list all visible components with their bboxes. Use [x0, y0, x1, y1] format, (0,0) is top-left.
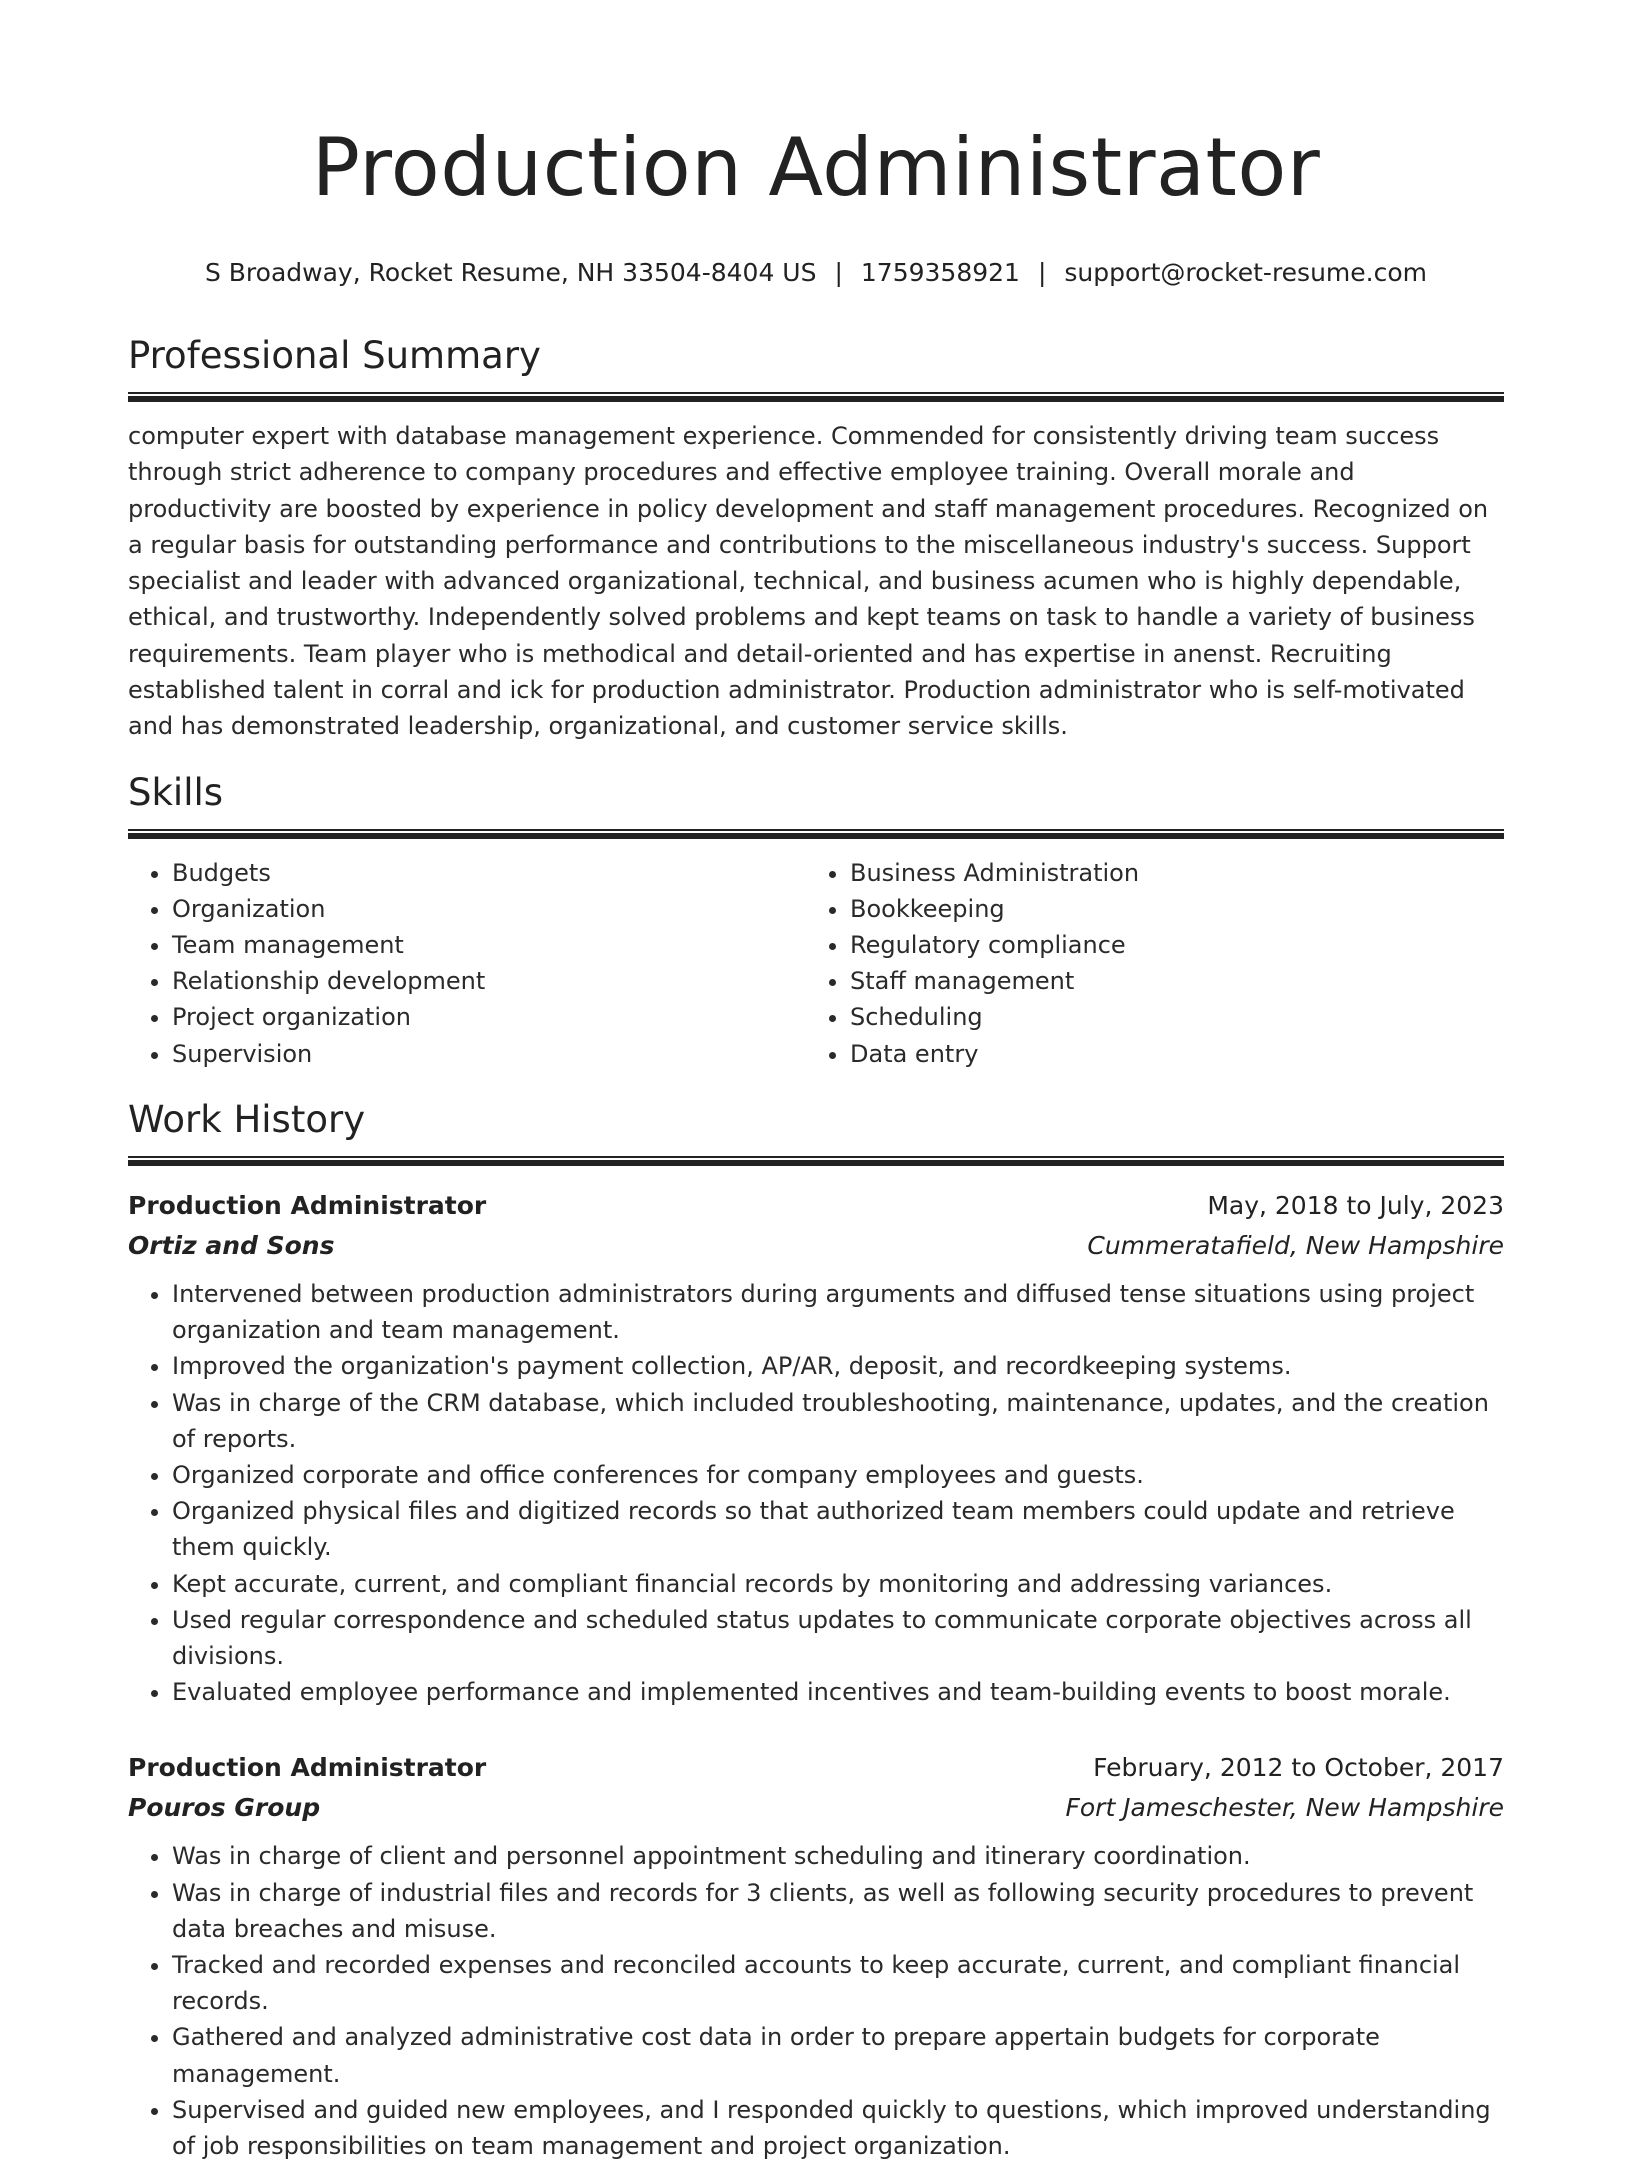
job-bullet: • Gathered and analyzed administrative cost data in order to prepare appertain budgets for corporate management. [172, 2019, 1504, 2091]
job-bullet: • Evaluated employee performance and implemented incentives and team-building events to boost morale. [172, 1674, 1504, 1710]
summary-heading: Professional Summary [128, 334, 541, 377]
job-dates: February, 2012 to October, 2017 [1093, 1753, 1504, 1783]
job-location: Cummeratafield, New Hampshire [1087, 1230, 1504, 1260]
section-divider [128, 1156, 1504, 1166]
job-header-row [128, 1186, 1504, 1226]
skill-item: • Team management [172, 927, 806, 963]
contact-separator: | [1037, 258, 1047, 287]
job-bullet: • Used regular correspondence and scheduled status updates to communicate corporate objectives across all divisions. [172, 1602, 1504, 1674]
contact-line [128, 256, 1504, 290]
contact-address: S Broadway, Rocket Resume, NH 33504-8404 US [204, 258, 817, 287]
job-company-row [128, 1788, 1504, 1828]
work-history-heading: Work History [128, 1097, 366, 1141]
job-dates: May, 2018 to July, 2023 [1207, 1190, 1504, 1220]
resume-page [128, 0, 1504, 2164]
resume-name: Production Administrator [311, 121, 1321, 214]
skill-item: • Supervision [172, 1036, 806, 1072]
skill-item: • Staff management [850, 963, 1484, 999]
job-bullet: • Tracked and recorded expenses and reconciled accounts to keep accurate, current, and compliant financial records. [172, 1947, 1504, 2019]
job-title: Production Administrator [128, 1190, 487, 1220]
skills-list-left [128, 855, 806, 1072]
job-title: Production Administrator [128, 1753, 487, 1783]
job-location: Fort Jameschester, New Hampshire [1065, 1793, 1504, 1823]
job-entry [128, 1748, 1504, 2164]
job-bullet: • Was in charge of industrial files and records for 3 clients, as well as following security procedures to prevent data breaches and misuse. [172, 1875, 1504, 1947]
summary-text: computer expert with database management experience. Commended for consistently driving team success through strict adherence to company procedures and effective employee training. Overall morale and productivity are boosted by experience in policy development and staff management procedures. Recognized on a regular basis for outstanding performance and contributions to the miscellaneous industry's success. Support specialist and leader with advanced organizational, technical, and business acumen who is highly dependable, ethical, and trustworthy. Independently solved problems and kept teams on task to handle a variety of business requirements. Team player who is methodical and detail-oriented and has expertise in anenst. Recruiting established talent in corral and ick for production administrator. Production administrator who is self-motivated and has demonstrated leadership, organizational, and customer service skills. [128, 422, 1489, 741]
skill-item: • Project organization [172, 999, 806, 1035]
work-history-section [128, 1096, 1504, 2164]
skills-list-right [806, 855, 1484, 1072]
job-header-row [128, 1748, 1504, 1788]
skill-item: • Bookkeeping [850, 891, 1484, 927]
job-bullet: • Intervened between production administrators during arguments and diffused tense situations using project organization and team management. [172, 1276, 1504, 1348]
contact-separator: | [834, 258, 843, 287]
skill-item: • Business Administration [850, 855, 1484, 891]
summary-section [128, 332, 1504, 745]
skill-item: • Scheduling [850, 999, 1484, 1035]
contact-phone: 1759358921 [860, 258, 1020, 287]
job-entry [128, 1186, 1504, 1710]
job-bullet: • Was in charge of the CRM database, which included troubleshooting, maintenance, updates, and the creation of reports. [172, 1385, 1504, 1457]
skills-section [128, 769, 1504, 1072]
job-bullet: • Organized physical files and digitized records so that authorized team members could update and retrieve them quickly. [172, 1493, 1504, 1565]
job-company-row [128, 1226, 1504, 1266]
skill-item: • Data entry [850, 1036, 1484, 1072]
section-divider [128, 829, 1504, 839]
job-bullet: • Organized corporate and office conferences for company employees and guests. [172, 1457, 1504, 1493]
job-bullet-list [128, 1838, 1504, 2164]
job-bullet: • Improved the organization's payment collection, AP/AR, deposit, and recordkeeping systems. [172, 1348, 1504, 1384]
job-company: Ortiz and Sons [128, 1230, 335, 1260]
skills-grid [128, 855, 1504, 1072]
job-bullet: • Kept accurate, current, and compliant financial records by monitoring and addressing variances. [172, 1566, 1504, 1602]
section-divider [128, 392, 1504, 402]
contact-email: support@rocket-resume.com [1064, 258, 1428, 287]
job-bullet-list [128, 1276, 1504, 1710]
skill-item: • Regulatory compliance [850, 927, 1484, 963]
job-bullet: • Supervised and guided new employees, and I responded quickly to questions, which improved understanding of job responsibilities on team management and project organization. [172, 2092, 1504, 2164]
skill-item: • Organization [172, 891, 806, 927]
skill-item: • Budgets [172, 855, 806, 891]
job-bullet: • Was in charge of client and personnel appointment scheduling and itinerary coordination. [172, 1838, 1504, 1874]
skill-item: • Relationship development [172, 963, 806, 999]
skills-heading: Skills [128, 770, 224, 814]
job-company: Pouros Group [128, 1793, 321, 1823]
